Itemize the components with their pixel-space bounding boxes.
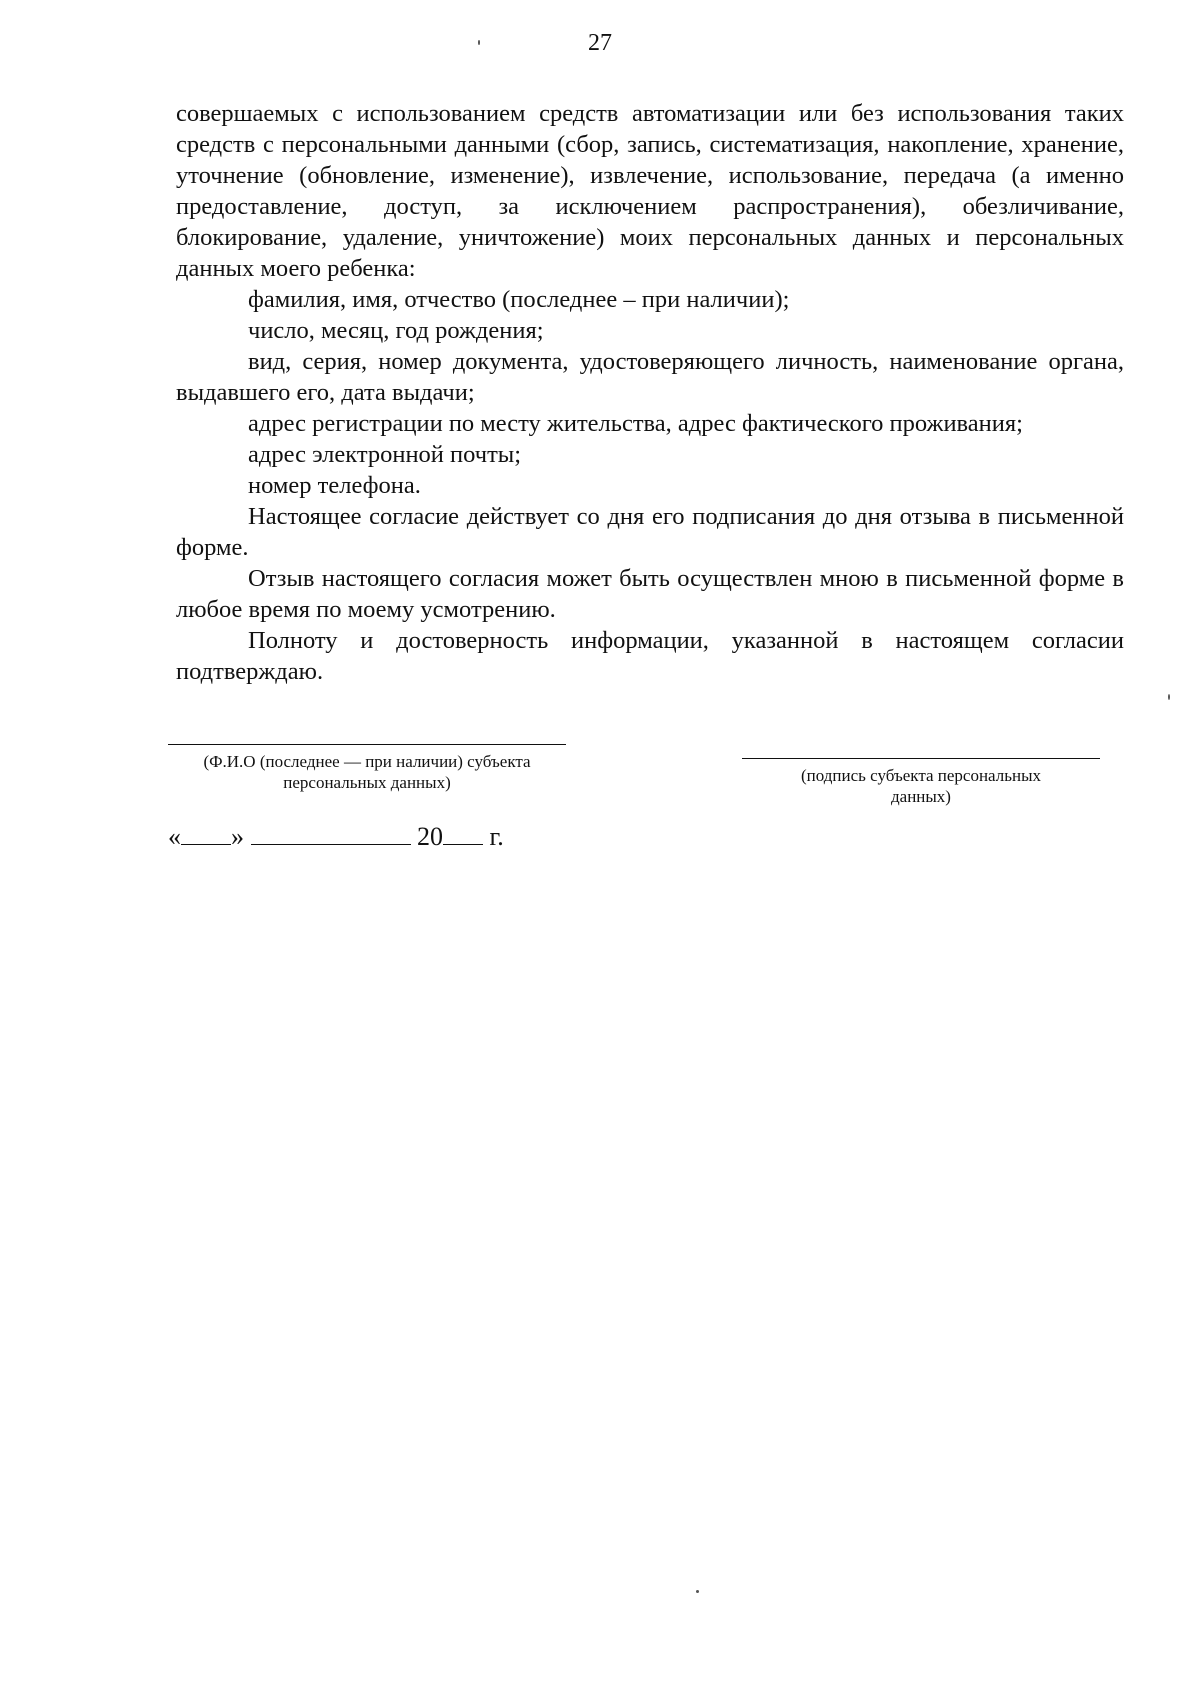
day-blank [181,822,231,845]
scan-speck [696,1590,699,1593]
signature-block [742,758,1100,807]
date-open-quote: « [168,822,181,851]
list-item-full-name: фамилия, имя, отчество (последнее – при наличии); [248,286,790,313]
document-body [176,98,1124,687]
signature-caption [742,759,1100,807]
name-caption-line1: (Ф.И.О (последнее — при наличии) субъекта [203,752,531,771]
month-blank [251,822,411,845]
scan-speck [1168,694,1170,700]
date-line [168,822,504,852]
year-blank [443,822,483,845]
list-item-birth-date: число, месяц, год рождения; [248,317,544,344]
paragraph-processing-list: совершаемых с использованием средств автоматизации или без использования таких средств с персональными данными (сбор, запись, систематизация, накопление, хранение, уточнение (обновление, изменение), извлечение, использование, передача (а именно предоставление, доступ, за исключением распространения), обезличивание, блокирование, удаление, уничтожение) моих персональных данных и персональных данных моего ребенка: [176,100,1124,282]
list-item-email: адрес электронной почты; [248,441,522,468]
year-suffix: г. [489,822,504,851]
list-item-address: адрес регистрации по месту жительства, адрес фактического проживания; [248,410,1023,437]
signature-caption-line2: данных) [891,787,951,806]
paragraph-consent-withdrawal: Отзыв настоящего согласия может быть осуществлен мною в письменной форме в любое время по моему усмотрению. [176,565,1124,623]
signature-caption-line1: (подпись субъекта персональных [800,766,1042,785]
scan-speck [478,40,480,45]
paragraph-confirmation: Полноту и достоверность информации, указанной в настоящем согласии подтверждаю. [176,627,1124,685]
name-caption-line2: персональных данных) [283,773,451,792]
name-caption [168,745,566,793]
list-item-phone: номер телефона. [248,472,421,499]
paragraph-consent-validity: Настоящее согласие действует со дня его подписания до дня отзыва в письменной форме. [176,503,1124,561]
list-item-identity-document: вид, серия, номер документа, удостоверяющего личность, наименование органа, выдавшего его, дата выдачи; [176,348,1124,406]
page-number: 27 [588,30,612,56]
date-close-quote: » [231,822,244,851]
year-prefix: 20 [417,822,443,851]
name-signature-block [168,744,566,793]
